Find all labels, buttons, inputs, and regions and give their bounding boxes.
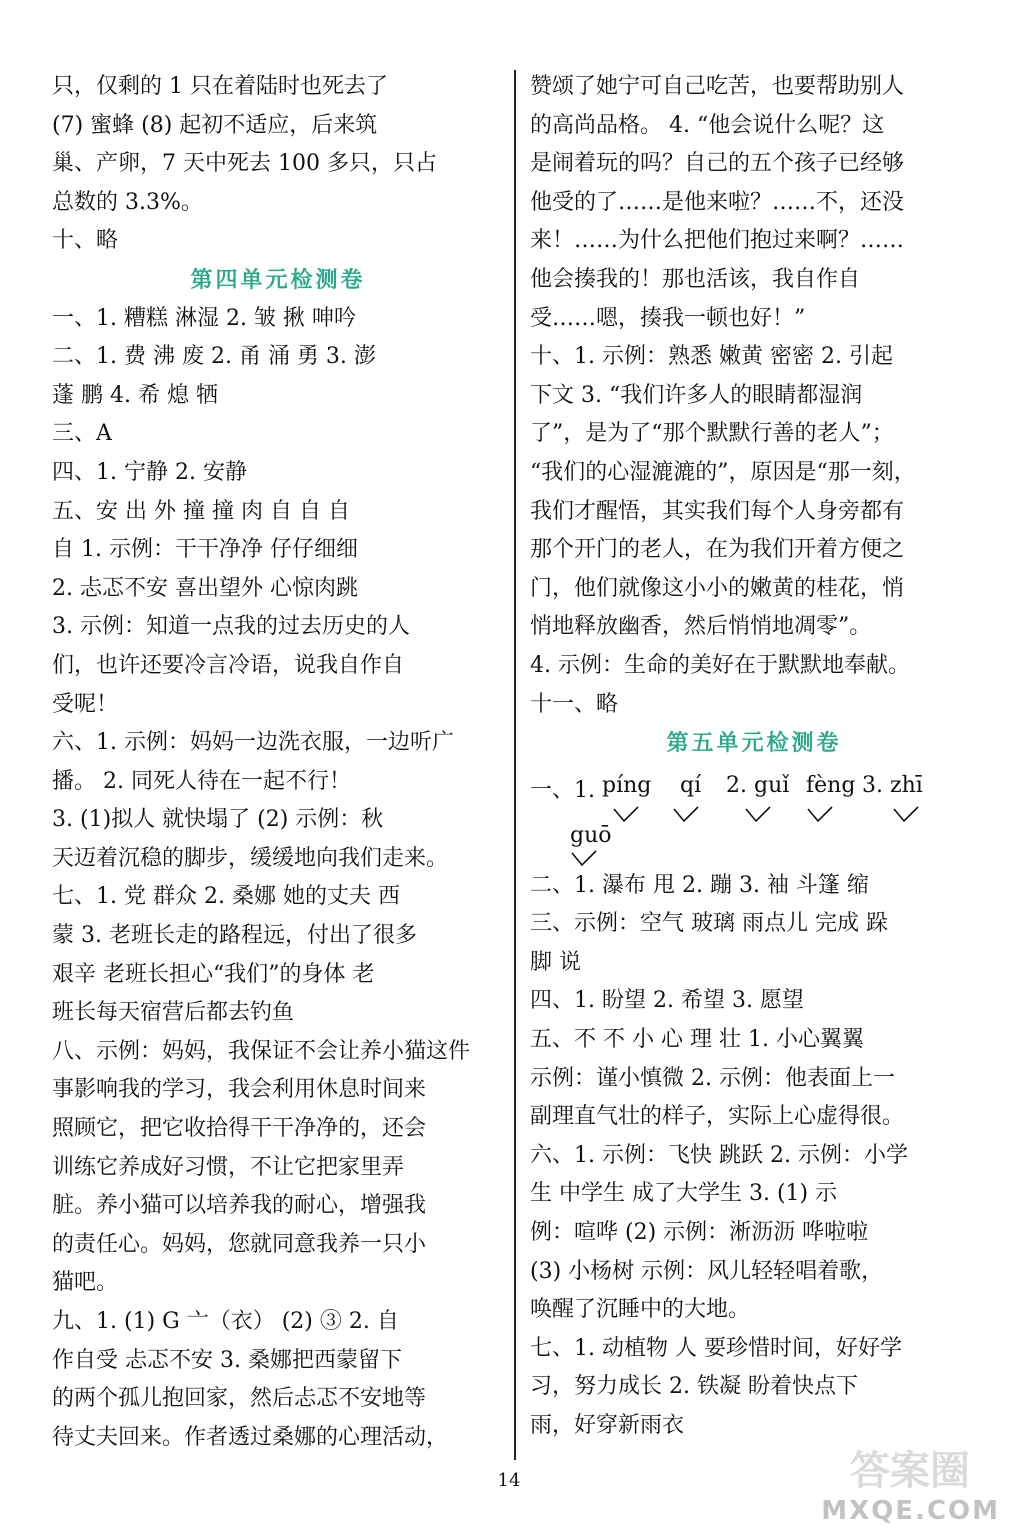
answer-line: 的责任心。妈妈，您就同意我养一只小 [52, 1231, 427, 1257]
answer-line: 下文 3. “我们许多人的眼睛都湿润 [530, 382, 863, 408]
answer-line: 天迈着沉稳的脚步，缓缓地向我们走来。 [52, 845, 449, 871]
answer-line: 那个开门的老人，在为我们开着方便之 [530, 537, 905, 563]
answer-line: 十一、略 [530, 691, 619, 717]
answer-line: 待丈夫回来。作者透过桑娜的心理活动， [52, 1424, 449, 1450]
answer-line: 来！……为什么把他们抱过来啊？…… [530, 228, 905, 254]
left-column [52, 68, 504, 1457]
answer-line: “我们的心湿漉漉的”，原因是“那一刻， [530, 459, 916, 485]
answer-line: 的两个孤儿抱回家，然后忐忑不安地等 [52, 1386, 427, 1412]
answer-line: 班长每天宿营后都去钓鱼 [52, 1000, 295, 1026]
answer-line: 三、A [52, 421, 112, 447]
answer-line: 六、1. 示例：飞快 跳跃 2. 示例：小学 [530, 1142, 908, 1168]
answer-line: 我们才醒悟，其实我们每个人身旁都有 [530, 498, 905, 524]
pinyin-item: 2. guǐ [726, 772, 790, 798]
check-mark-icon [744, 805, 772, 823]
check-mark-icon [570, 849, 598, 867]
answer-line: 自 1. 示例：干干净净 仔仔细细 [52, 537, 358, 563]
answer-line: 训练它养成好习惯，不让它把家里弄 [52, 1154, 405, 1180]
check-mark-icon [612, 805, 640, 823]
answer-line: 八、示例：妈妈，我保证不会让养小猫这件 [52, 1038, 471, 1064]
answer-line: 总数的 3.3%。 [52, 189, 203, 215]
answer-line: 生 中学生 成了大学生 3. (1) 示 [530, 1181, 838, 1207]
answer-line: 3. (1)拟人 就快塌了 (2) 示例：秋 [52, 807, 384, 833]
answer-line: 受呢！ [52, 691, 119, 717]
check-mark-icon [672, 805, 700, 823]
answer-line: 六、1. 示例：妈妈一边洗衣服，一边听广 [52, 730, 454, 756]
answer-line: 了”，是为了“那个默默行善的老人”； [530, 421, 894, 447]
pinyin-item: guō [570, 822, 612, 848]
pinyin-item: 3. zhī [862, 772, 923, 798]
answer-line: 他会揍我的！那也活该，我自作自 [530, 266, 861, 292]
pinyin-item: fèng [806, 772, 856, 798]
answer-line: 悄地释放幽香，然后悄悄地凋零”。 [530, 614, 872, 640]
pinyin-answer-row [530, 823, 978, 867]
answer-line: 猫吧。 [52, 1270, 119, 1296]
answer-line: 习，努力成长 2. 铁凝 盼着快点下 [530, 1374, 858, 1400]
section-heading-unit5: 第五单元检测卷 [666, 730, 842, 757]
page-number: 14 [497, 1470, 521, 1491]
check-mark-icon [806, 805, 834, 823]
answer-line: (3) 小杨树 示例：风儿轻轻唱着歌， [530, 1258, 884, 1284]
answer-line: 十、略 [52, 228, 119, 254]
answer-line: 七、1. 动植物 人 要珍惜时间，好好学 [530, 1335, 902, 1361]
answer-line: 五、安 出 外 撞 撞 肉 自 自 自 [52, 498, 350, 524]
check-mark-icon [892, 805, 920, 823]
right-column [530, 68, 978, 1446]
answer-line: 受……嗯，揍我一顿也好！” [530, 305, 806, 331]
answer-line: 只，仅剩的 1 只在着陆时也死去了 [52, 74, 388, 99]
answer-line: 四、1. 盼望 2. 希望 3. 愿望 [530, 988, 804, 1014]
question-label: 一、1. [530, 777, 595, 803]
answer-line: 4. 示例：生命的美好在于默默地奉献。 [530, 652, 910, 678]
answer-line: 雨，好穿新雨衣 [530, 1413, 685, 1438]
answer-line: 唤醒了沉睡中的大地。 [530, 1297, 751, 1323]
column-divider [514, 70, 516, 1460]
pinyin-answer-row [530, 763, 978, 823]
section-heading-unit4: 第四单元检测卷 [190, 266, 366, 293]
answer-line: 2. 忐忑不安 喜出望外 心惊肉跳 [52, 575, 358, 601]
answer-line: 是闹着玩的吗？自己的五个孩子已经够 [530, 151, 905, 177]
answer-line: 七、1. 党 群众 2. 桑娜 她的丈夫 西 [52, 884, 400, 910]
answer-line: 蒙 3. 老班长走的路程远，付出了很多 [52, 923, 417, 949]
answer-line: (7) 蜜蜂 (8) 起初不适应，后来筑 [52, 112, 378, 138]
answer-line: 五、不 不 小 心 理 壮 1. 小心翼翼 [530, 1027, 864, 1053]
answer-line: 的高尚品格。 4. “他会说什么呢？这 [530, 112, 885, 138]
answer-line: 3. 示例：知道一点我的过去历史的人 [52, 614, 410, 640]
pinyin-item: qí [680, 772, 702, 798]
answer-line: 事影响我的学习，我会利用休息时间来 [52, 1077, 427, 1103]
pinyin-item: píng [602, 772, 652, 798]
answer-line: 巢、产卵，7 天中死去 100 多只，只占 [52, 151, 437, 177]
watermark [820, 1450, 1010, 1530]
answer-line: 示例：谨小慎微 2. 示例：他表面上一 [530, 1065, 895, 1091]
answer-line: 副理直气壮的样子，实际上心虚得很。 [530, 1104, 905, 1130]
answer-line: 四、1. 宁静 2. 安静 [52, 459, 247, 485]
answer-line: 例：喧哗 (2) 示例：淅沥沥 哗啦啦 [530, 1220, 869, 1246]
answer-line: 照顾它，把它收拾得干干净净的，还会 [52, 1116, 427, 1142]
answer-line: 脚 说 [530, 949, 581, 975]
answer-line: 门，他们就像这小小的嫩黄的桂花，悄 [530, 575, 905, 601]
answer-line: 蓬 鹏 4. 希 熄 牺 [52, 382, 218, 408]
answer-line: 作自受 忐忑不安 3. 桑娜把西蒙留下 [52, 1347, 402, 1373]
answer-line: 二、1. 费 沸 废 2. 甬 涌 勇 3. 澎 [52, 344, 376, 370]
answer-line: 播。 2. 同死人待在一起不行！ [52, 768, 351, 794]
answer-line: 艰辛 老班长担心“我们”的身体 老 [52, 961, 375, 987]
answer-line: 一、1. 糟糕 淋湿 2. 皱 揪 呻吟 [52, 305, 356, 331]
answer-line: 九、1. (1) G 亠（衣） (2) ③ 2. 自 [52, 1309, 399, 1334]
watermark-site: MXQE.COM [821, 1496, 1000, 1526]
answer-line: 赞颂了她宁可自己吃苦，也要帮助别人 [530, 74, 905, 99]
answer-line: 他受的了……是他来啦？……不，还没 [530, 189, 905, 215]
answer-line: 二、1. 瀑布 甩 2. 蹦 3. 袖 斗篷 缩 [530, 872, 869, 898]
watermark-logo: 答案圈 [850, 1448, 970, 1494]
answer-line: 脏。养小猫可以培养我的耐心，增强我 [52, 1193, 427, 1219]
answer-line: 们，也许还要冷言冷语，说我自作自 [52, 652, 405, 678]
answer-line: 三、示例：空气 玻璃 雨点儿 完成 跺 [530, 911, 888, 937]
answer-line: 十、1. 示例：熟悉 嫩黄 密密 2. 引起 [530, 344, 893, 370]
